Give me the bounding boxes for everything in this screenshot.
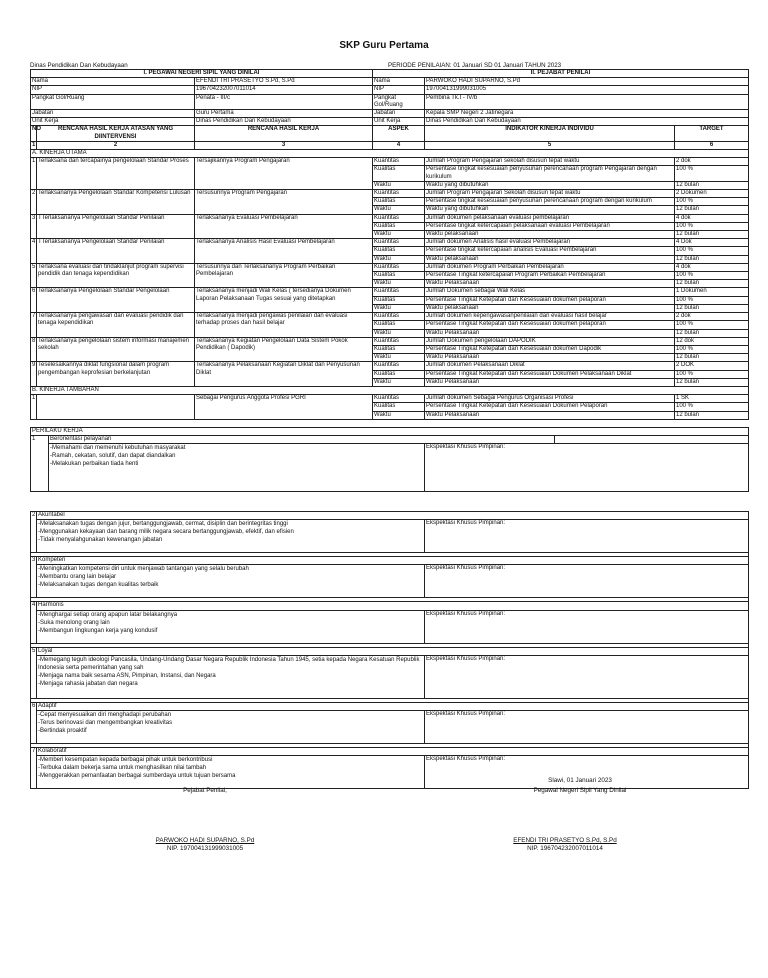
- ident-row: [31, 94, 749, 109]
- ident-row: [31, 110, 749, 118]
- indikator: Jumlah Dokumen pengelolaan DAPODIK: [425, 337, 675, 345]
- section-label: A. KINERJA UTAMA: [31, 150, 749, 158]
- rhk: Terlaksananya Kegiatan Pengelolaan Data Sistem Pokok Pendidikan ( Dapodik): [195, 337, 373, 362]
- column-number: 1: [32, 141, 36, 148]
- perilaku-item: -Terbuka dalam bekerja sama untuk menghasilkan nilai tambah: [38, 765, 207, 772]
- target: 1 SK: [675, 395, 749, 403]
- perilaku-name-row: [31, 602, 749, 610]
- perilaku-number: 1: [31, 436, 49, 492]
- aspek: Kualitas: [373, 222, 425, 230]
- perilaku-items-row: [31, 520, 749, 553]
- ident-row: [31, 78, 749, 86]
- perilaku-name-row: [31, 647, 749, 655]
- target: 100 %: [675, 247, 749, 255]
- target: 12 bulan: [675, 231, 749, 239]
- row-number: 6: [31, 288, 37, 313]
- indikator: Jumlah dokumen Analisis hasil evaluasi Pembelajaran: [425, 239, 675, 247]
- target: 12 bulan: [675, 411, 749, 419]
- indikator: Persentase Tingkat ketercapaian Program Perbaikan Pembelajaran: [425, 272, 675, 280]
- column-header: NO: [31, 126, 37, 141]
- period-text: PERIODE PENILAIAN: 01 Januari SD 01 Januari TAHUN 2023: [388, 62, 562, 69]
- table-row: [31, 395, 749, 403]
- target: 2 Dokumen: [675, 190, 749, 198]
- aspek: Waktu: [373, 280, 425, 288]
- row-number: 3: [31, 214, 37, 239]
- column-number: 6: [675, 141, 749, 149]
- table-row: [31, 239, 749, 247]
- pejabat-label: Pejabat Penilai,: [183, 787, 227, 794]
- rhk: Tersusunnya Program Pengajaran: [195, 190, 373, 215]
- perilaku-items-row: [31, 444, 749, 492]
- pegawai-name: EFENDI TRI PRASETYO S.Pd, S.Pd: [513, 837, 617, 844]
- aspek: Waktu: [373, 378, 425, 386]
- perilaku-item: -Memahami dan memenuhi kebutuhan masyarakat: [50, 445, 186, 452]
- indikator: Jumlah Dokumen sebagai Wali Kelas: [425, 288, 675, 296]
- perilaku-number: 4: [31, 602, 37, 643]
- skp-table: [30, 69, 749, 420]
- perilaku-item: -Meningkatkan kompetensi diri untuk menjawab tantangan yang selalu berubah: [38, 566, 249, 573]
- perilaku-item: -Bertindak proaktif: [38, 728, 87, 735]
- aspek: Kualitas: [373, 370, 425, 378]
- indikator: Jumlah dokumen Program Perbaikan Pembelajaran: [425, 263, 675, 271]
- column-header: TARGET: [675, 126, 749, 141]
- target: 12 bulan: [675, 354, 749, 362]
- aspek: Kuantitas: [373, 313, 425, 321]
- aspek: Kualitas: [373, 403, 425, 411]
- perilaku-items: [37, 565, 425, 598]
- perilaku-items: [37, 610, 425, 643]
- section-pns-dinilai: I. PEGAWAI NEGERI SIPIL YANG DINILAI: [31, 70, 373, 78]
- indikator: Waktu pelaksanaan: [425, 231, 675, 239]
- perilaku-number: 2: [31, 512, 37, 553]
- blank-cell: [555, 436, 749, 444]
- indikator: Persentase Tingkat Ketepatan dan Kesesuaian dokumen pelaporan: [425, 321, 675, 329]
- rhk: Terlaksananya Pelaksanaan Kegiatan Diklat dan Penyusunan Diklat: [195, 362, 373, 387]
- perilaku-items: [37, 756, 425, 789]
- target: 100 %: [675, 403, 749, 411]
- indikator: Jumlah Program Pengajaran Sekolah disusun tepat waktu: [425, 190, 675, 198]
- indikator: Jumlah dokumen pelaksanaan evaluasi pembelajaran: [425, 214, 675, 222]
- aspek: Waktu: [373, 329, 425, 337]
- ekspektasi-cell: Ekspektasi Khusus Pimpinan:: [425, 610, 749, 643]
- rhk: Tersajikannya Program Pengajaran: [195, 158, 373, 190]
- ident-label: Unit Kerja: [373, 118, 425, 126]
- section-header-row: [31, 70, 749, 78]
- pegawai-label: Pegawai Negeri Sipil Yang Dinilai: [533, 787, 627, 794]
- indikator: Waktu pelaksanaan: [425, 304, 675, 312]
- perilaku-name: Akuntabel: [37, 512, 749, 520]
- target: 100 %: [675, 296, 749, 304]
- column-header-row: [31, 126, 749, 141]
- perilaku-name-row: [31, 512, 749, 520]
- target: 12 bulan: [675, 280, 749, 288]
- rhk: Terlaksananya menjadi Wali Kelas ( tersedianya Dokumen Laporan Pelaksanaan Tugas sesuai yang ditetapkan: [195, 288, 373, 313]
- target: 100 %: [675, 272, 749, 280]
- aspek: Kualitas: [373, 247, 425, 255]
- indikator: Persentase Tingkat Ketepatan dan Kesesuaian dokumen pelaporan: [425, 296, 675, 304]
- indikator: Persentase tingkat kesesuaian penyusunan perencanaan program Pengajaran dengan kurikulum: [425, 166, 675, 181]
- ident-row: [31, 86, 749, 94]
- column-number: 3: [195, 141, 373, 149]
- indikator: Jumlah dokumen Pelaksanaan Diklat: [425, 362, 675, 370]
- indikator: Persentase Tingkat Ketepatan dan Kesesuaian dokumen Dapodik: [425, 345, 675, 353]
- perilaku-item: -Suka menolong orang lain: [38, 619, 110, 626]
- row-number: 4: [31, 239, 37, 264]
- target: 4 dok: [675, 214, 749, 222]
- perilaku-items: [49, 444, 425, 492]
- aspek: Kualitas: [373, 166, 425, 181]
- rhk-atasan: [37, 395, 195, 420]
- perilaku-items: [37, 711, 425, 744]
- ident-label: Jabatan: [31, 110, 195, 118]
- rhk: Terlaksananya menjadi pengawas penilaian dan evaluasi terhadap proses dan hasil belajar: [195, 313, 373, 338]
- table-row: [31, 190, 749, 198]
- perilaku-item: -Tidak menyalahgunakan kewenangan jabatan: [38, 537, 163, 544]
- perilaku-item: -Menjaga rahasia jabatan dan negara: [38, 680, 138, 687]
- column-header: RENCANA HASIL KERJA ATASAN YANG DIINTERVENSI: [37, 126, 195, 141]
- row-number: 8: [31, 337, 37, 362]
- rhk-atasan: Terlaksananya pengelolaan sistem informasi manajemen sekolah: [37, 337, 195, 362]
- target: 1 Dokumen: [675, 288, 749, 296]
- aspek: Kuantitas: [373, 190, 425, 198]
- perilaku-item: -Menjaga nama baik sesama ASN, Pimpinan, Instansi, dan Negara: [38, 672, 216, 679]
- rhk-atasan: Terlaksananya pengawasan dan evaluasi pendidik dan tenaga kependidikan: [37, 313, 195, 338]
- perilaku-item: -Membangun lingkungan kerja yang kondusif: [38, 627, 158, 634]
- table-row: [31, 288, 749, 296]
- ekspektasi-cell: Ekspektasi Khusus Pimpinan:: [425, 444, 749, 492]
- perilaku-items-row: [31, 565, 749, 598]
- column-header: RENCANA HASIL KERJA: [195, 126, 373, 141]
- ident-value: Kepala SMP Negeri 2 Jatinegara: [425, 110, 749, 118]
- ident-value: PARWOKO HADI SUPARNO, S.Pd: [425, 78, 749, 86]
- perilaku-item: -Membantu orang lain belajar: [38, 574, 117, 581]
- target: 12 bulan: [675, 378, 749, 386]
- aspek: Waktu: [373, 255, 425, 263]
- pejabat-nip: NIP. 197004131999031005: [166, 845, 244, 852]
- aspek: Waktu: [373, 181, 425, 189]
- indikator: Persentase tingkat kesesuaian penyusunan perencanaan program dengan kurikulum: [425, 198, 675, 206]
- row-number: 7: [31, 313, 37, 338]
- rhk-atasan: Terlaksananya Pengelolaan Standar Kompetensi Lulusan: [37, 190, 195, 215]
- aspek: Kualitas: [373, 321, 425, 329]
- perilaku-name-row: [31, 748, 749, 756]
- aspek: Kuantitas: [373, 362, 425, 370]
- target: 100 %: [675, 370, 749, 378]
- ident-label: Unit Kerja: [31, 118, 195, 126]
- kinerja-tambahan-row: [31, 386, 749, 394]
- target: 100 %: [675, 222, 749, 230]
- table-row: [31, 313, 749, 321]
- aspek: Kuantitas: [373, 158, 425, 166]
- indikator: Waktu Pelaksanaan: [425, 329, 675, 337]
- table-row: [31, 337, 749, 345]
- aspek: Waktu: [373, 411, 425, 419]
- page-title: SKP Guru Pertama: [339, 40, 429, 51]
- ident-label: Nama: [31, 78, 195, 86]
- perilaku-name: Harmonis: [37, 602, 749, 610]
- target: 100 %: [675, 345, 749, 353]
- perilaku-item: -Ramah, cekatan, solutif, dan dapat diandalkan: [50, 453, 176, 460]
- target: 100 %: [675, 166, 749, 181]
- perilaku-items-row: [31, 711, 749, 744]
- target: 4 Dok: [675, 239, 749, 247]
- target: 2 dok: [675, 158, 749, 166]
- perilaku-item: -Menggerakkan pemanfaatan berbagai sumberdaya untuk tujuan bersama: [38, 773, 236, 780]
- column-number: 4: [373, 141, 425, 149]
- rhk-atasan: TTerlaksananya Pengelolaan Standar Penilaian: [37, 214, 195, 239]
- ident-value: Dinas Pendidikan Dan Kebudayaan: [195, 118, 373, 126]
- perilaku-item: -Terus berinovasi dan mengembangkan kreativitas: [38, 720, 173, 727]
- perilaku-name: Adaptif: [37, 702, 749, 710]
- indikator: Waktu Pelaksanaan: [425, 280, 675, 288]
- unit-heading: Dinas Pendidikan Dan Kebudayaan: [30, 62, 128, 69]
- row-number: 5: [31, 263, 37, 288]
- indikator: Persentase tingkat ketercapaian analisis Evaluasi Pembelajaran: [425, 247, 675, 255]
- ekspektasi-cell: Ekspektasi Khusus Pimpinan:: [425, 565, 749, 598]
- ident-value: Penata - III/c: [195, 94, 373, 109]
- aspek: Waktu: [373, 231, 425, 239]
- place-date: Slawi, 01 Januari 2023: [548, 777, 612, 784]
- ident-value: EFENDI TRI PRASETYO S.Pd, S.Pd: [195, 78, 373, 86]
- aspek: Kualitas: [373, 272, 425, 280]
- ident-label: NIP: [373, 86, 425, 94]
- aspek: Kuantitas: [373, 288, 425, 296]
- pegawai-nip: NIP. 196704232007011014: [527, 845, 603, 852]
- column-header: ASPEK: [373, 126, 425, 141]
- perilaku-head-row: [31, 428, 749, 436]
- perilaku-item: -Melaksanakan tugas dengan kualitas terbaik: [38, 582, 159, 589]
- table-row: [31, 362, 749, 370]
- ident-label: Nama: [373, 78, 425, 86]
- perilaku-items-row: [31, 610, 749, 643]
- perilaku-items-row: [31, 655, 749, 698]
- perilaku-name: Berorientasi pelayanan: [49, 436, 555, 444]
- table-row: [31, 158, 749, 166]
- perilaku-name: Kompeten: [37, 557, 749, 565]
- target: 12 bulan: [675, 206, 749, 214]
- aspek: Kuantitas: [373, 395, 425, 403]
- column-number-row: [31, 141, 749, 149]
- rhk: Terlaksananya Evaluasi Pembelajaran: [195, 214, 373, 239]
- target: 2 DOK: [675, 362, 749, 370]
- aspek: Kuantitas: [373, 337, 425, 345]
- rhk-atasan: Teselesaikannya diklat fungsional dalam program pengembangan keprofesian berkelanjutan: [37, 362, 195, 387]
- aspek: Waktu: [373, 304, 425, 312]
- ident-label: NIP: [31, 86, 195, 94]
- column-number: 2: [37, 141, 195, 149]
- aspek: Waktu: [373, 354, 425, 362]
- perilaku-items: [37, 520, 425, 553]
- row-number: 2: [31, 190, 37, 215]
- perilaku-item: -Cepat menyesuaikan diri menghadapi perubahan: [38, 712, 172, 719]
- perilaku-name: Loyal: [37, 647, 749, 655]
- aspek: Kuantitas: [373, 239, 425, 247]
- rhk: Terlaksananya Analisis Hasil Evaluasi Pembelajaran: [195, 239, 373, 264]
- target: 12 bulan: [675, 181, 749, 189]
- perilaku-number: 6: [31, 702, 37, 743]
- rhk-atasan: Terlaksana evaluasi dan tindaklanjut program supervisi pendidik dan tenaga kependidikan: [37, 263, 195, 288]
- row-number: 9: [31, 362, 37, 387]
- ident-label: Jabatan: [373, 110, 425, 118]
- target: 12 bulan: [675, 329, 749, 337]
- ekspektasi-cell: Ekspektasi Khusus Pimpinan:: [425, 711, 749, 744]
- perilaku-item: -Melakukan perbaikan tiada henti: [50, 461, 139, 468]
- row-number: 1: [31, 395, 37, 420]
- ident-label: Pangkat Gol/Ruang: [31, 94, 195, 109]
- ident-value: Guru Pertama: [195, 110, 373, 118]
- section-pejabat-penilai: II. PEJABAT PENILAI: [373, 70, 749, 78]
- table-row: [31, 263, 749, 271]
- perilaku-name-row: [31, 557, 749, 565]
- perilaku-item: -Menggunakan kekayaan dan barang milik negara secara bertanggungjawab, efektif, dan efisien: [38, 529, 294, 536]
- aspek: Kuantitas: [373, 214, 425, 222]
- indikator: Waktu pelaksanaan: [425, 255, 675, 263]
- perilaku-item: -Melaksanakan tugas dengan jujur, bertanggungjawab, cermat, disiplin dan berintegritas tinggi: [38, 521, 288, 528]
- rhk: Sebagai Pengurus Anggota Profesi PGRI: [195, 395, 373, 420]
- indikator: Persentase tingkat ketercapaian pelaksanaan evaluasi Pembelajaran: [425, 222, 675, 230]
- rhk: Tersusunnya dan Terlaksananya Program Perbaikan Pembelajaran: [195, 263, 373, 288]
- aspek: Kualitas: [373, 198, 425, 206]
- aspek: Kualitas: [373, 296, 425, 304]
- ident-value: Dinas Pendidikan Dan Kebudayaan: [425, 118, 749, 126]
- column-header: INDIKATOR KINERJA INDIVIDU: [425, 126, 675, 141]
- target: 2 dok: [675, 313, 749, 321]
- ident-value: 197004131999031005: [425, 86, 749, 94]
- target: 100 %: [675, 198, 749, 206]
- kinerja-utama-row: [31, 150, 749, 158]
- aspek: Kuantitas: [373, 263, 425, 271]
- indikator: Waktu yang dibutuhkan: [425, 181, 675, 189]
- ekspektasi-cell: Ekspektasi Khusus Pimpinan:: [425, 520, 749, 553]
- target: 12 bulan: [675, 255, 749, 263]
- indikator: Jumlah dokumen Sebagai Pengurus Organisasi Profesi: [425, 395, 675, 403]
- indikator: Jumlah Program Pengajaran sekolah disusun tepat waktu: [425, 158, 675, 166]
- rhk-atasan: Terlaksana dan tercapainya pengelolaan Standar Proses: [37, 158, 195, 190]
- perilaku-name-row: [31, 702, 749, 710]
- ekspektasi-cell: Ekspektasi Khusus Pimpinan:: [425, 756, 749, 789]
- perilaku-item: -Menghargai setiap orang apapun latar belakangnya: [38, 611, 178, 618]
- ident-label: Pangkat Gol/Ruang: [373, 94, 425, 109]
- perilaku-table-1: [30, 427, 749, 492]
- perilaku-table-2: [30, 511, 749, 789]
- perilaku-number: 5: [31, 647, 37, 698]
- target: 12 dok: [675, 337, 749, 345]
- perilaku-items: [37, 655, 425, 698]
- ident-row: [31, 118, 749, 126]
- column-number: 5: [425, 141, 675, 149]
- perilaku-name-row: [31, 436, 749, 444]
- ident-value: 196704232007011014: [195, 86, 373, 94]
- perilaku-item: -Memegang teguh ideologi Pancasila, Undang-Undang Dasar Negara Republik Indonesia Tahun 1945, setia kepada Negara Kesatuan Republik Indonesia serta pemerintahan yang sah: [38, 656, 420, 671]
- table-row: [31, 214, 749, 222]
- aspek: Waktu: [373, 206, 425, 214]
- ekspektasi-cell: Ekspektasi Khusus Pimpinan:: [425, 655, 749, 698]
- perilaku-name: Kolaboratif: [37, 748, 749, 756]
- indikator: Waktu yang dibutuhkan: [425, 206, 675, 214]
- target: 100 %: [675, 321, 749, 329]
- row-number: 1: [31, 158, 37, 190]
- ident-value: Pembina Tk.I - IV/b: [425, 94, 749, 109]
- aspek: Kualitas: [373, 345, 425, 353]
- perilaku-heading: PERILAKU KERJA: [31, 428, 749, 436]
- indikator: Persentase Tingkat Ketepatan dan Kesesuaian Dokumen Pelaporan: [425, 403, 675, 411]
- indikator: Jumlah dokumen kepengawasanpenilaian dan evaluasi hasil belajar: [425, 313, 675, 321]
- perilaku-item: -Memberi kesempatan kepada berbagai pihak untuk berkontribusi: [38, 757, 213, 764]
- perilaku-number: 3: [31, 557, 37, 598]
- rhk-atasan: TTerlaksananya Pengelolaan Standar Penilaian: [37, 239, 195, 264]
- indikator: Persentase Tingkat Ketepatan dan Kesesuaian Dokumen Pelaksanaan Diklat: [425, 370, 675, 378]
- perilaku-number: 7: [31, 748, 37, 789]
- target: 4 dok: [675, 263, 749, 271]
- pejabat-name: PARWOKO HADI SUPARNO, S.Pd: [155, 837, 255, 844]
- indikator: Waktu Pelaksanaan: [425, 378, 675, 386]
- indikator: Waktu Pelaksanaan: [425, 354, 675, 362]
- indikator: Waktu Pelaksanaan: [425, 411, 675, 419]
- target: 12 bulan: [675, 304, 749, 312]
- section-label: B. KINERJA TAMBAHAN: [31, 386, 749, 394]
- rhk-atasan: Terlaksananya Pengelolaan Standar Pengelolaan: [37, 288, 195, 313]
